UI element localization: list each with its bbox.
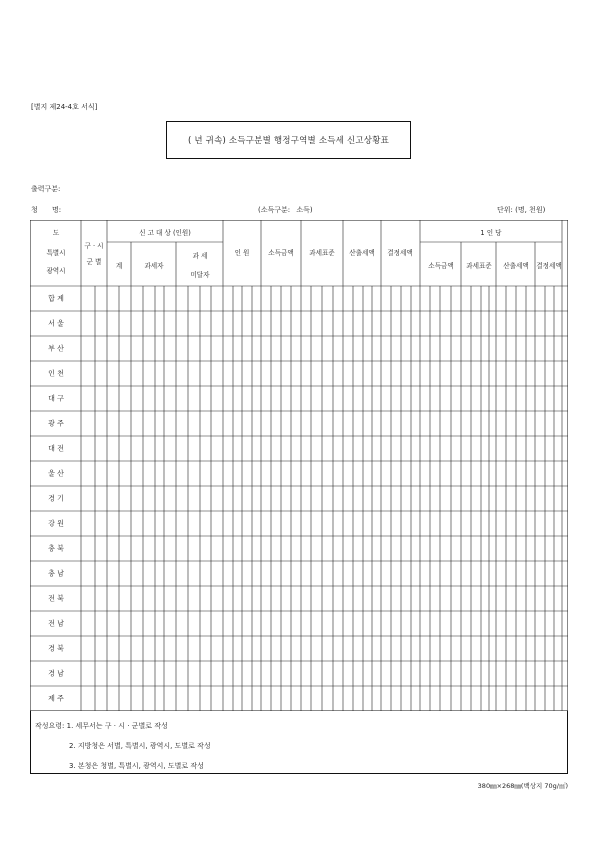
header-pp-determined: 결정세액	[536, 262, 562, 270]
row-label: 인 천	[48, 369, 64, 378]
header-region-2: 특별시	[46, 249, 66, 257]
row-label: 경 기	[48, 494, 64, 503]
header-calculated-tax: 산출세액	[349, 249, 375, 257]
header-district-1: 구 · 시	[84, 242, 104, 250]
header-income-amount: 소득금액	[268, 249, 294, 257]
row-label: 부 산	[48, 344, 64, 353]
row-label: 전 북	[48, 594, 64, 603]
row-label: 광 주	[48, 419, 64, 428]
row-label: 대 전	[48, 444, 64, 453]
header-region-3: 광역시	[46, 267, 66, 275]
header-pp-calculated: 산출세액	[503, 262, 529, 270]
header-district-2: 군 별	[86, 258, 102, 266]
row-label: 경 남	[48, 669, 64, 678]
header-tax-base: 과세표준	[309, 249, 335, 257]
row-label: 충 남	[48, 569, 64, 578]
header-pp-tax-base: 과세표준	[466, 262, 492, 270]
row-label: 합 계	[48, 294, 64, 303]
header-filing-taxpayers: 과세자	[144, 262, 164, 270]
instructions-box	[30, 711, 568, 774]
header-pp-income: 소득금액	[428, 262, 454, 270]
header-determined-tax: 결정세액	[387, 249, 413, 257]
unit-label: 단위: (명, 천원)	[497, 206, 546, 214]
report-table	[30, 220, 568, 711]
row-label: 제 주	[48, 694, 64, 703]
header-filing-below-2: 미달자	[190, 271, 210, 279]
income-type-label: (소득구분: 소득)	[258, 206, 313, 214]
title-box	[166, 121, 411, 159]
header-personnel: 인 원	[234, 249, 250, 257]
office-name-label: 청 명:	[31, 206, 62, 214]
row-label: 강 원	[48, 519, 64, 528]
form-title: ( 년 귀속) 소득구분별 행정구역별 소득세 신고상황표	[187, 136, 390, 146]
instruction-note-3: 3. 본청은 청별, 특별시, 광역시, 도별로 작성	[69, 762, 204, 770]
header-filing-below-1: 과 세	[192, 252, 208, 260]
header-region-1: 도	[52, 229, 60, 237]
row-label: 울 산	[48, 469, 64, 478]
row-label: 충 북	[48, 544, 64, 553]
instruction-note-1: 작성요령: 1. 세무서는 구 · 시 · 군별로 작성	[35, 722, 168, 730]
row-label: 경 북	[48, 644, 64, 653]
header-filing-total: 계	[115, 262, 123, 270]
paper-spec-label: 380㎜×268㎜(백상지 70g/㎡)	[477, 782, 568, 790]
row-label: 대 구	[48, 394, 64, 403]
row-label: 서 울	[48, 319, 64, 328]
form-number-label: [별지 제24-4호 서식]	[31, 103, 98, 111]
header-filing-target: 신 고 대 상 (인원)	[139, 229, 191, 237]
output-type-label: 출력구분:	[31, 185, 61, 193]
instruction-note-2: 2. 지방청은 서별, 특별시, 광역시, 도별로 작성	[69, 742, 211, 750]
header-per-person: 1 인 당	[480, 229, 502, 237]
row-label: 전 남	[48, 619, 64, 628]
